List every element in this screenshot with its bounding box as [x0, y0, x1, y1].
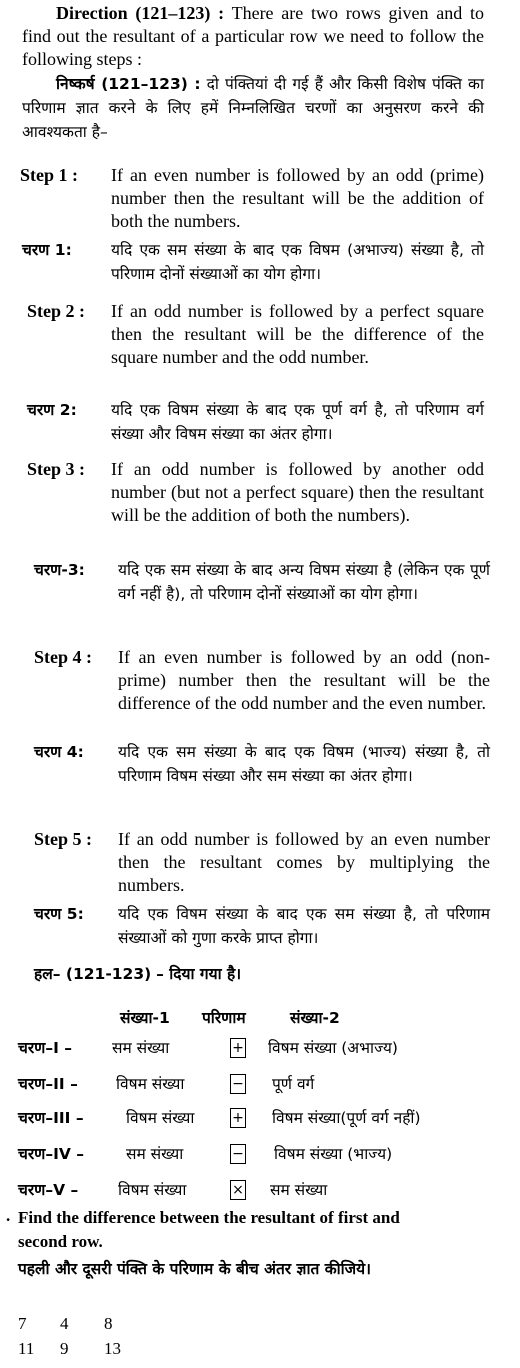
row-number-1: विषम संख्या: [118, 1181, 187, 1199]
row-2-value-1: 11: [18, 1339, 35, 1358]
header-number-2: संख्या-2: [290, 1009, 340, 1027]
table-row: [18, 1178, 508, 1204]
plus-operator-box: +: [230, 1108, 246, 1128]
direction-hindi: [22, 72, 484, 144]
direction-hindi-text: दो पंक्तियां दी गई हैं और किसी विशेष पंक्ति का परिणाम ज्ञात करने के लिए हमें निम्नलिखित चरणों का अनुसरण करने की आवश्यकता है–: [22, 75, 484, 141]
row-number-2: पूर्ण वर्ग: [272, 1075, 315, 1093]
step-1-text: If an even number is followed by an odd (prime) number then the resultant will be the addition of both the numbers.: [111, 165, 484, 231]
step-4: [34, 646, 490, 715]
row-step-label: चरण–V –: [18, 1181, 79, 1199]
row-number-1: विषम संख्या: [126, 1109, 195, 1127]
header-result: परिणाम: [202, 1009, 246, 1027]
direction-text: There are two rows given and to find out the resultant of a particular row we need to follow the following steps :: [22, 3, 484, 69]
row-2-value-2: 9: [60, 1339, 69, 1358]
step-4-hindi-text: यदि एक सम संख्या के बाद एक विषम (भाज्य) संख्या है, तो परिणाम विषम संख्या और सम संख्या का अंतर होगा।: [118, 743, 490, 785]
step-2-hindi-text: यदि एक विषम संख्या के बाद एक पूर्ण वर्ग है, तो परिणाम वर्ग संख्या और विषम संख्या का अंतर होगा।: [111, 401, 484, 443]
direction-label: Direction (121–123) :: [56, 3, 225, 23]
step-4-hindi: [34, 740, 490, 788]
solution-text: – दिया गया है।: [156, 965, 242, 983]
row-number-1: सम संख्या: [112, 1039, 170, 1057]
multiply-operator-box: ×: [230, 1180, 246, 1200]
row-step-label: चरण–IV –: [18, 1145, 85, 1163]
solution-line: [34, 962, 490, 986]
direction-hindi-label: निष्कर्ष (121–123) :: [56, 75, 201, 93]
table-row: [18, 1142, 508, 1168]
row-number-1: सम संख्या: [126, 1145, 184, 1163]
question-bullet: .: [6, 1206, 11, 1225]
row-number-1: विषम संख्या: [116, 1075, 185, 1093]
step-1-label: Step 1 :: [20, 165, 78, 185]
step-3-hindi-text: यदि एक सम संख्या के बाद अन्य विषम संख्या है (लेकिन एक पूर्ण वर्ग नहीं है), तो परिणाम दोनों संख्याओं का योग होगा।: [118, 561, 490, 603]
step-3-text: If an odd number is followed by another odd number (but not a perfect square) then the resultant will be the addition of both the numbers).: [111, 459, 484, 525]
step-2-hindi-label: चरण 2:: [27, 401, 77, 419]
step-3-label: Step 3 :: [27, 459, 85, 479]
step-5-text: If an odd number is followed by an even number then the resultant comes by multiplying the numbers.: [118, 829, 490, 895]
table-row: [18, 1106, 508, 1132]
row-number-2: सम संख्या: [270, 1181, 328, 1199]
step-2-hindi: [27, 398, 484, 446]
step-3: [27, 458, 484, 527]
step-2-label: Step 2 :: [27, 301, 85, 321]
step-3-hindi: [34, 558, 490, 606]
minus-operator-box: −: [230, 1144, 246, 1164]
table-header: [18, 1006, 508, 1032]
header-number-1: संख्या-1: [120, 1009, 170, 1027]
step-5: [34, 828, 490, 897]
step-4-hindi-label: चरण 4:: [34, 743, 84, 761]
step-5-hindi-label: चरण 5:: [34, 905, 84, 923]
row-1-value-1: 7: [18, 1314, 27, 1333]
question-english: Find the difference between the resultant of first and second row.: [18, 1208, 400, 1251]
row-number-2: विषम संख्या(पूर्ण वर्ग नहीं): [272, 1109, 421, 1127]
step-3-hindi-label: चरण-3:: [34, 561, 85, 579]
row-1-value-3: 8: [104, 1314, 113, 1333]
row-1-value-2: 4: [60, 1314, 69, 1333]
step-5-label: Step 5 :: [34, 829, 92, 849]
step-1-hindi: [22, 238, 484, 286]
row-step-label: चरण–III –: [18, 1109, 84, 1127]
row-step-label: चरण–II –: [18, 1075, 78, 1093]
table-row: [18, 1036, 508, 1062]
step-4-label: Step 4 :: [34, 647, 92, 667]
solution-label: हल– (121-123): [34, 965, 152, 983]
row-number-2: विषम संख्या (भाज्य): [274, 1145, 393, 1163]
minus-operator-box: −: [230, 1074, 246, 1094]
row-number-2: विषम संख्या (अभाज्य): [268, 1039, 398, 1057]
question-hindi: पहली और दूसरी पंक्ति के परिणाम के बीच अंतर ज्ञात कीजिये।: [18, 1260, 372, 1278]
step-2: [27, 300, 484, 369]
step-1-hindi-text: यदि एक सम संख्या के बाद एक विषम (अभाज्य) संख्या है, तो परिणाम दोनों संख्याओं का योग होगा।: [111, 241, 484, 283]
step-5-hindi-text: यदि एक विषम संख्या के बाद एक सम संख्या है, तो परिणाम संख्याओं को गुणा करके प्राप्त होगा।: [118, 905, 490, 947]
direction-english: [22, 2, 484, 71]
table-row: [18, 1072, 508, 1098]
step-4-text: If an even number is followed by an odd (non-prime) number then the resultant will be the difference of the odd number and the even number.: [118, 647, 490, 713]
row-step-label: चरण–I –: [18, 1039, 73, 1057]
row-2-value-3: 13: [104, 1339, 121, 1358]
plus-operator-box: +: [230, 1038, 246, 1058]
step-1: [20, 164, 484, 233]
step-5-hindi: [34, 902, 490, 950]
step-2-text: If an odd number is followed by a perfect square then the resultant will be the difference of the square number and the odd number.: [111, 301, 484, 367]
step-1-hindi-label: चरण 1:: [22, 241, 72, 259]
